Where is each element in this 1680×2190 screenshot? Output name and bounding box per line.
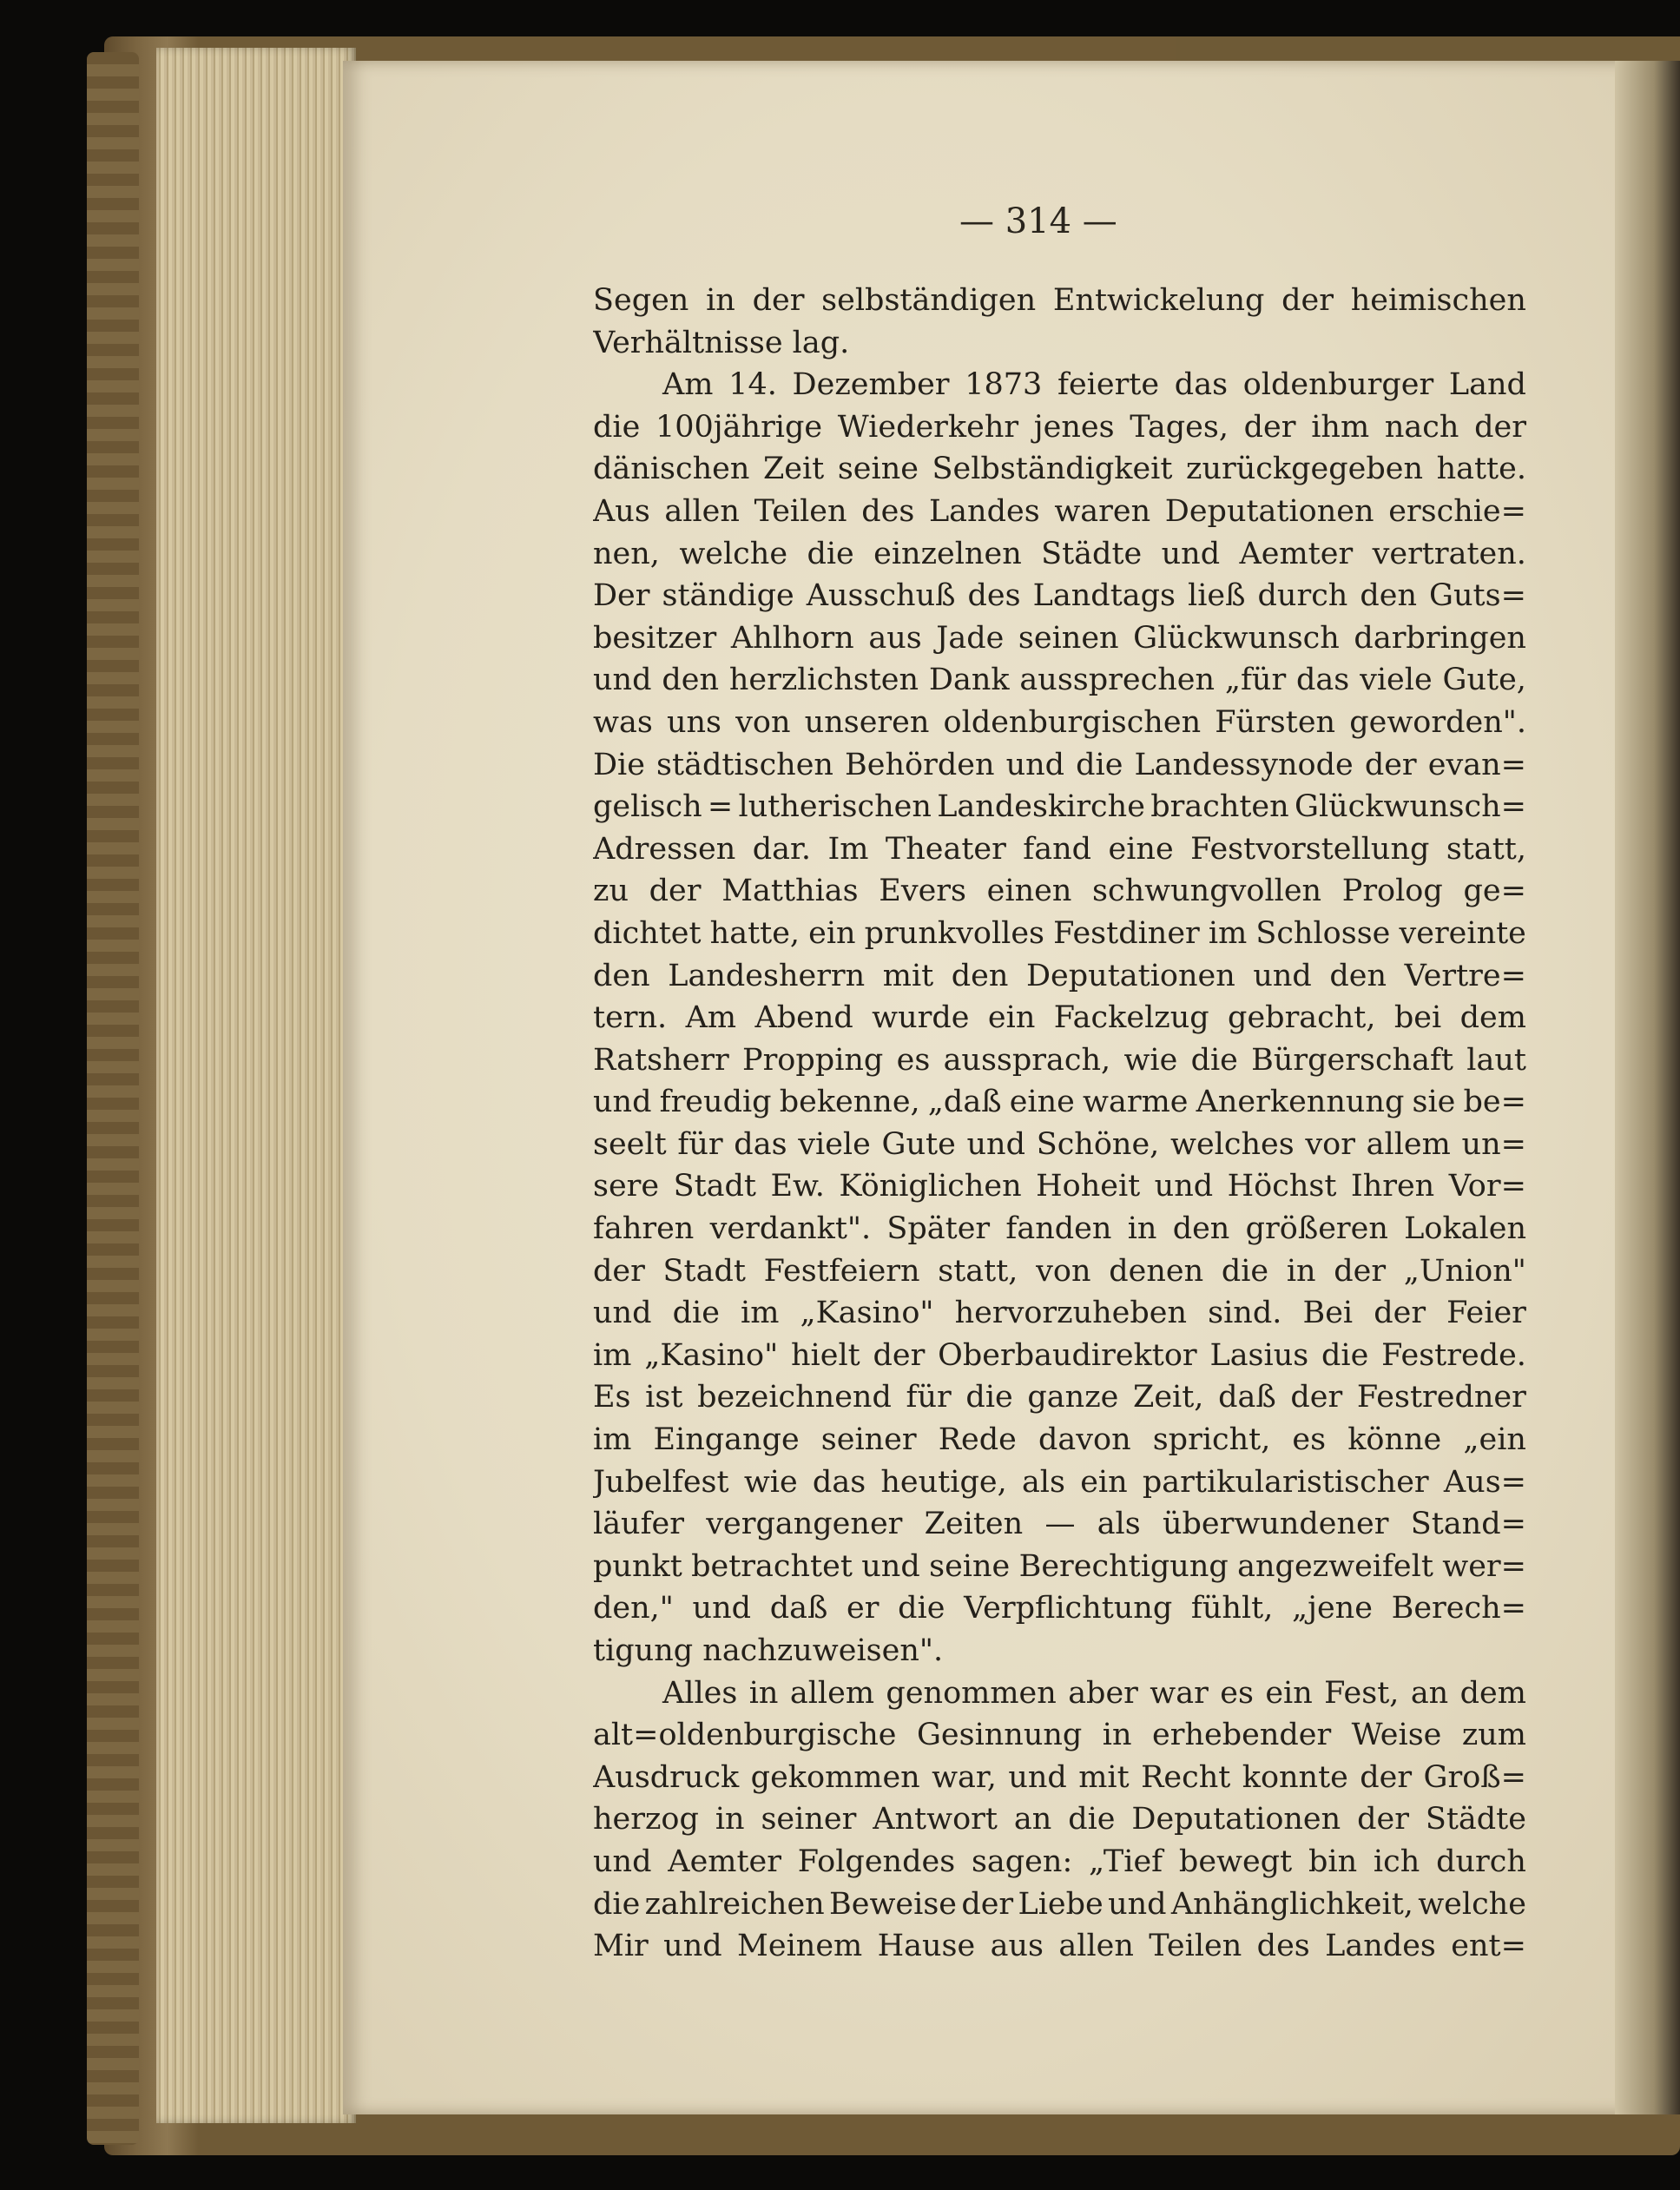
text-line: dänischen Zeit seine Selbständigkeit zurückgegeben hatte. [593, 452, 1526, 487]
text-line: im „Kasino" hielt der Oberbaudirektor Lasius die Festrede. [593, 1337, 1526, 1373]
text-line: die zahlreichen Beweise der Liebe und Anhänglichkeit, welche [593, 1886, 1526, 1922]
text-line: Adressen dar. Im Theater fand eine Festvorstellung statt, [593, 831, 1526, 867]
text-line: Ratsherr Propping es aussprach, wie die Bürgerschaft laut [593, 1042, 1526, 1078]
text-line: fahren verdankt". Später fanden in den größeren Lokalen [593, 1211, 1526, 1247]
text-line: Mir und Meinem Hause aus allen Teilen des Landes ent= [593, 1929, 1526, 1964]
text-line: tigung nachzuweisen". [593, 1633, 944, 1668]
text-line: Alles in allem genommen aber war es ein Fest, an dem [662, 1675, 1526, 1711]
page-stack-edges [156, 48, 356, 2123]
text-line: Der ständige Ausschuß des Landtags ließ durch den Guts= [593, 578, 1526, 614]
text-line: tern. Am Abend wurde ein Fackelzug gebracht, bei dem [593, 1000, 1526, 1036]
text-line: die 100jährige Wiederkehr jenes Tages, der ihm nach der [593, 409, 1526, 445]
text-line: punkt betrachtet und seine Berechtigung angezweifelt wer= [593, 1548, 1526, 1584]
text-line: Ausdruck gekommen war, und mit Recht konnte der Groß= [593, 1759, 1526, 1795]
text-line: gelisch = lutherischen Landeskirche brachten Glückwunsch= [593, 789, 1526, 825]
text-line: besitzer Ahlhorn aus Jade seinen Glückwunsch darbringen [593, 620, 1526, 656]
body-text [593, 280, 1526, 1968]
page-number: — 314 — [959, 201, 1117, 241]
text-line: Aus allen Teilen des Landes waren Deputationen erschie= [593, 493, 1526, 529]
text-line: alt=oldenburgische Gesinnung in erhebender Weise zum [593, 1718, 1526, 1753]
text-line: den," und daß er die Verpflichtung fühlt, „jene Berech= [593, 1591, 1526, 1626]
text-line: im Eingange seiner Rede davon spricht, es könne „ein [593, 1422, 1526, 1458]
text-line: Es ist bezeichnend für die ganze Zeit, daß der Festredner [593, 1380, 1526, 1415]
text-line: herzog in seiner Antwort an die Deputationen der Städte [593, 1802, 1526, 1837]
text-line: Am 14. Dezember 1873 feierte das oldenburger Land [662, 367, 1526, 403]
page-gutter [1615, 61, 1680, 2114]
text-line: Verhältnisse lag. [593, 325, 850, 360]
text-line: und Aemter Folgendes sagen: „Tief bewegt bin ich durch [593, 1844, 1526, 1879]
text-line: sere Stadt Ew. Königlichen Hoheit und Höchst Ihren Vor= [593, 1169, 1526, 1204]
text-line: den Landesherrn mit den Deputationen und den Vertre= [593, 958, 1526, 993]
text-line: und freudig bekenne, „daß eine warme Anerkennung sie be= [593, 1085, 1526, 1120]
book-spine-edge [87, 52, 139, 2145]
text-line: der Stadt Festfeiern statt, von denen die in der „Union" [593, 1253, 1526, 1289]
text-line: was uns von unseren oldenburgischen Fürsten geworden". [593, 704, 1526, 740]
text-line: läufer vergangener Zeiten — als überwundener Stand= [593, 1507, 1526, 1542]
text-line: nen, welche die einzelnen Städte und Aemter vertraten. [593, 536, 1526, 571]
text-line: dichtet hatte, ein prunkvolles Festdiner im Schlosse vereinte [593, 915, 1526, 951]
text-line: und die im „Kasino" hervorzuheben sind. Bei der Feier [593, 1296, 1526, 1331]
text-line: und den herzlichsten Dank aussprechen „für das viele Gute, [593, 663, 1526, 698]
text-line: zu der Matthias Evers einen schwungvollen Prolog ge= [593, 874, 1526, 909]
text-line: Segen in der selbständigen Entwickelung der heimischen [593, 283, 1526, 318]
cover-top-edge [1176, 36, 1680, 61]
text-line: Jubelfest wie das heutige, als ein partikularistischer Aus= [593, 1464, 1526, 1500]
text-line: seelt für das viele Gute und Schöne, welches vor allem un= [593, 1126, 1526, 1162]
text-line: Die städtischen Behörden und die Landessynode der evan= [593, 747, 1526, 782]
